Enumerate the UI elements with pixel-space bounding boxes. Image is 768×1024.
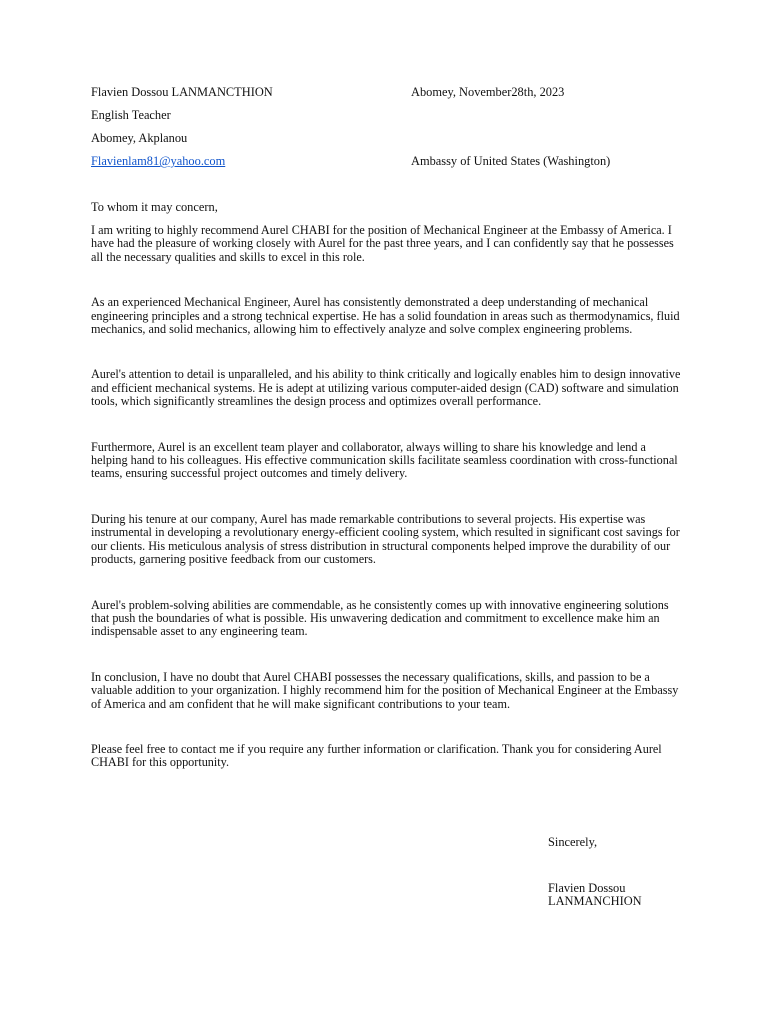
- letter-body: [91, 224, 681, 802]
- recipient-line: Ambassy of United States (Washington): [411, 154, 611, 168]
- paragraph-7: In conclusion, I have no doubt that Aurel CHABI possesses the necessary qualifications, skills, and passion to be a valuable addition to your organization. I highly recommend him for the position of Mechanical Engineer at the Embassy of America and am confident that he will make significant contributions to your team.: [91, 669, 679, 711]
- sender-address: Abomey, Akplanou: [91, 131, 188, 145]
- paragraph-8: Please feel free to contact me if you require any further information or clarification. Thank you for considering Aurel CHABI for this opportunity.: [91, 741, 662, 770]
- salutation: To whom it may concern,: [91, 200, 218, 214]
- paragraph-1: I am writing to highly recommend Aurel CHABI for the position of Mechanical Engineer at the Embassy of America. I have had the pleasure of working closely with Aurel for the past three years, and I can confidently say that he possesses all the necessary qualities and skills to excel in this role.: [91, 223, 674, 264]
- sender-name: Flavien Dossou LANMANCTHION: [91, 85, 273, 99]
- sender-email-link[interactable]: Flavienlam81@yahoo.com: [91, 154, 226, 168]
- closing-word: Sincerely,: [548, 835, 598, 849]
- paragraph-4: Furthermore, Aurel is an excellent team player and collaborator, always willing to share his knowledge and lend a helping hand to his colleagues. His effective communication skills facilitate seamless coordination with cross-functional teams, ensuring successful project outcomes and timely delivery.: [91, 439, 678, 481]
- paragraph-5: During his tenure at our company, Aurel has made remarkable contributions to several projects. His expertise was instrumental in developing a revolutionary energy-efficient cooling system, which resulted in significant cost savings for our clients. His meticulous analysis of stress distribution in structural components helped improve the durability of our products, garnering positive feedback from our customers.: [91, 511, 680, 567]
- date-line: Abomey, November28th, 2023: [411, 85, 565, 99]
- signature-name: Flavien Dossou LANMANCHION: [548, 881, 642, 909]
- paragraph-2: As an experienced Mechanical Engineer, Aurel has consistently demonstrated a deep understanding of mechanical engineering principles and a strong technical expertise. He has a solid foundation in areas such as thermodynamics, fluid mechanics, and solid mechanics, allowing him to effectively analyze and solve complex engineering problems.: [91, 295, 680, 337]
- paragraph-3: Aurel's attention to detail is unparalleled, and his ability to think critically and logically enables him to design innovative and efficient mechanical systems. He is adept at utilizing various computer-aided design (CAD) software and simulation tools, which significantly streamlines the design process and optimizes overall performance.: [91, 367, 681, 409]
- sender-role: English Teacher: [91, 108, 171, 122]
- paragraph-6: Aurel's problem-solving abilities are commendable, as he consistently comes up with innovative engineering solutions that push the boundaries of what is possible. His unwavering dedication and commitment to excellence make him an indispensable asset to any engineering team.: [91, 597, 669, 639]
